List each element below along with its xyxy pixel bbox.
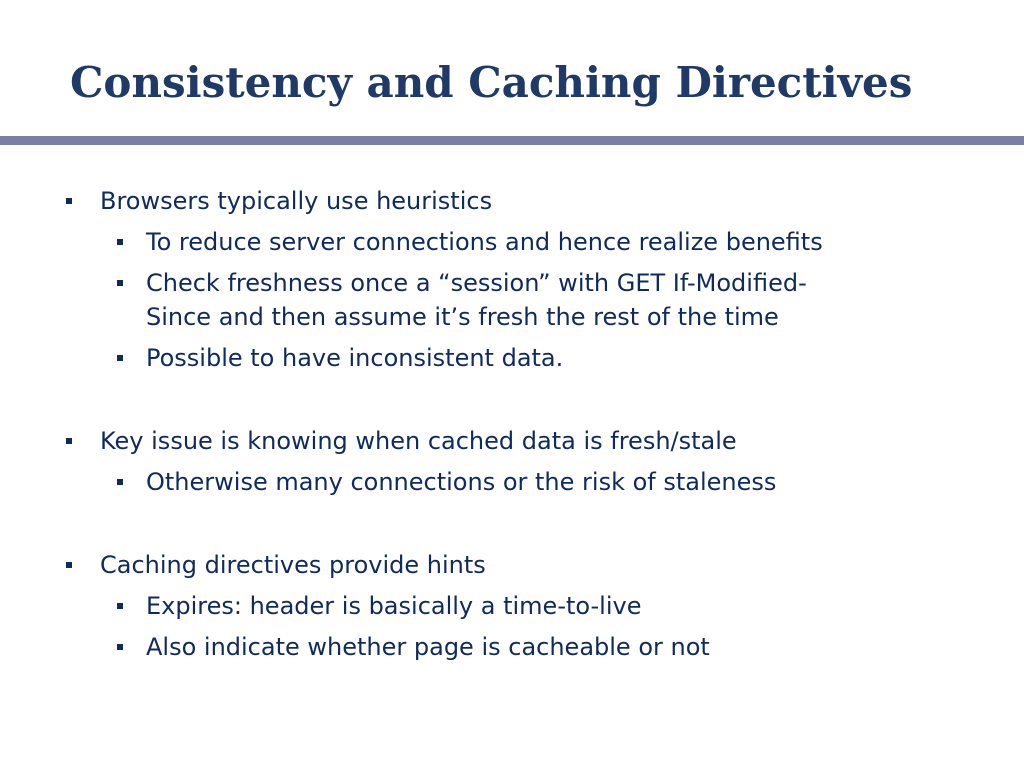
sub-bullet-text: Expires: header is basically a time-to-live bbox=[146, 592, 642, 620]
sub-bullet-square-icon bbox=[117, 355, 123, 361]
sub-bullet-text: Check freshness once a “session” with GET If-Modified- bbox=[146, 269, 807, 297]
bullet-text: Caching directives provide hints bbox=[100, 551, 486, 579]
bullet-text: Key issue is knowing when cached data is fresh/stale bbox=[100, 427, 737, 455]
sub-bullet-text: Otherwise many connections or the risk of staleness bbox=[146, 468, 777, 496]
sub-bullet-text: Possible to have inconsistent data. bbox=[146, 344, 564, 372]
sub-bullet-text: Also indicate whether page is cacheable or not bbox=[146, 633, 710, 661]
sub-bullet-item bbox=[146, 630, 710, 664]
bullet-item bbox=[100, 548, 486, 582]
bullet-square-icon bbox=[66, 438, 72, 444]
sub-bullet-square-icon bbox=[117, 644, 123, 650]
sub-bullet-item bbox=[146, 225, 823, 259]
sub-bullet-square-icon bbox=[117, 603, 123, 609]
slide-title: Consistency and Caching Directives bbox=[70, 58, 913, 107]
sub-bullet-square-icon bbox=[117, 239, 123, 245]
sub-bullet-item bbox=[146, 589, 641, 623]
sub-bullet-item bbox=[146, 341, 563, 375]
sub-bullet-item bbox=[146, 266, 807, 300]
bullet-square-icon bbox=[66, 198, 72, 204]
sub-bullet-text: To reduce server connections and hence realize benefits bbox=[146, 228, 823, 256]
sub-bullet-square-icon bbox=[117, 479, 123, 485]
sub-bullet-square-icon bbox=[117, 280, 123, 286]
bullet-text: Browsers typically use heuristics bbox=[100, 187, 493, 215]
sub-bullet-text: Since and then assume it’s fresh the rest of the time bbox=[146, 303, 779, 331]
sub-bullet-continuation bbox=[146, 300, 779, 334]
sub-bullet-item bbox=[146, 465, 776, 499]
bullet-item bbox=[100, 184, 492, 218]
bullet-item bbox=[100, 424, 737, 458]
title-divider bbox=[0, 136, 1024, 145]
bullet-square-icon bbox=[66, 562, 72, 568]
